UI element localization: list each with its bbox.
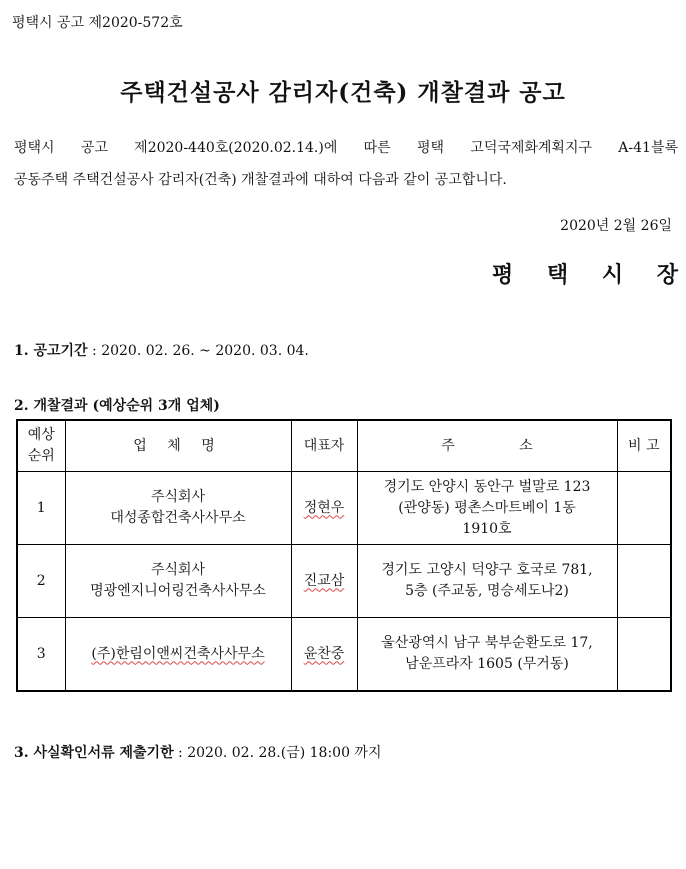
- section-2-label: 2. 개찰결과 (예상순위 3개 업체): [14, 398, 220, 414]
- row-note: [617, 472, 671, 545]
- table-row: [17, 472, 671, 545]
- row-representative: 윤찬중: [291, 618, 357, 692]
- row-representative: 정현우: [291, 472, 357, 545]
- row-representative: 진교삼: [291, 545, 357, 618]
- row-note: [617, 618, 671, 692]
- document-title: 주택건설공사 감리자(건축) 개찰결과 공고: [120, 79, 566, 106]
- intro-text-line-1: 평택시 공고 제2020-440호(2020.02.14.)에 따른 평택 고덕국제화계획지구 A-41블록: [14, 140, 678, 156]
- table-row: [17, 545, 671, 618]
- section-2-bid-results: [14, 395, 220, 415]
- issuer-name: 평 택 시 장: [492, 262, 678, 288]
- row-company: (주)한림이앤씨건축사사무소: [65, 618, 291, 692]
- section-3-document-deadline: [14, 742, 381, 762]
- section-1-value: : 2020. 02. 26. ~ 2020. 03. 04.: [87, 343, 309, 359]
- row-address: 울산광역시 남구 북부순환도로 17, 남운프라자 1605 (무거동): [357, 618, 617, 692]
- table-header-row: [17, 420, 671, 472]
- table-row: [17, 618, 671, 692]
- document-date: 2020년 2월 26일: [560, 218, 672, 234]
- section-1-notice-period: [14, 340, 309, 360]
- header-company: 업 체 명: [65, 420, 291, 472]
- row-company: 주식회사 명광엔지니어링건축사사무소: [65, 545, 291, 618]
- row-company: 주식회사 대성종합건축사사무소: [65, 472, 291, 545]
- header-note: 비 고: [617, 420, 671, 472]
- section-1-label: 1. 공고기간: [14, 343, 88, 359]
- row-rank: 1: [17, 472, 65, 545]
- notice-number: 평택시 공고 제2020-572호: [12, 15, 183, 31]
- row-rank: 3: [17, 618, 65, 692]
- intro-text-line-2: 공동주택 주택건설공사 감리자(건축) 개찰결과에 대하여 다음과 같이 공고합니다.: [14, 172, 507, 188]
- header-representative: 대표자: [291, 420, 357, 472]
- row-address: 경기도 안양시 동안구 벌말로 123 (관양동) 평촌스마트베이 1동 1910호: [357, 472, 617, 545]
- header-rank: 예상 순위: [17, 420, 65, 472]
- section-3-label: 3. 사실확인서류 제출기한: [14, 745, 174, 761]
- row-rank: 2: [17, 545, 65, 618]
- bid-result-table: [16, 419, 672, 692]
- section-3-value: : 2020. 02. 28.(금) 18:00 까지: [173, 745, 382, 761]
- row-note: [617, 545, 671, 618]
- header-address: 주 소: [357, 420, 617, 472]
- row-address: 경기도 고양시 덕양구 호국로 781, 5층 (주교동, 명승세도나2): [357, 545, 617, 618]
